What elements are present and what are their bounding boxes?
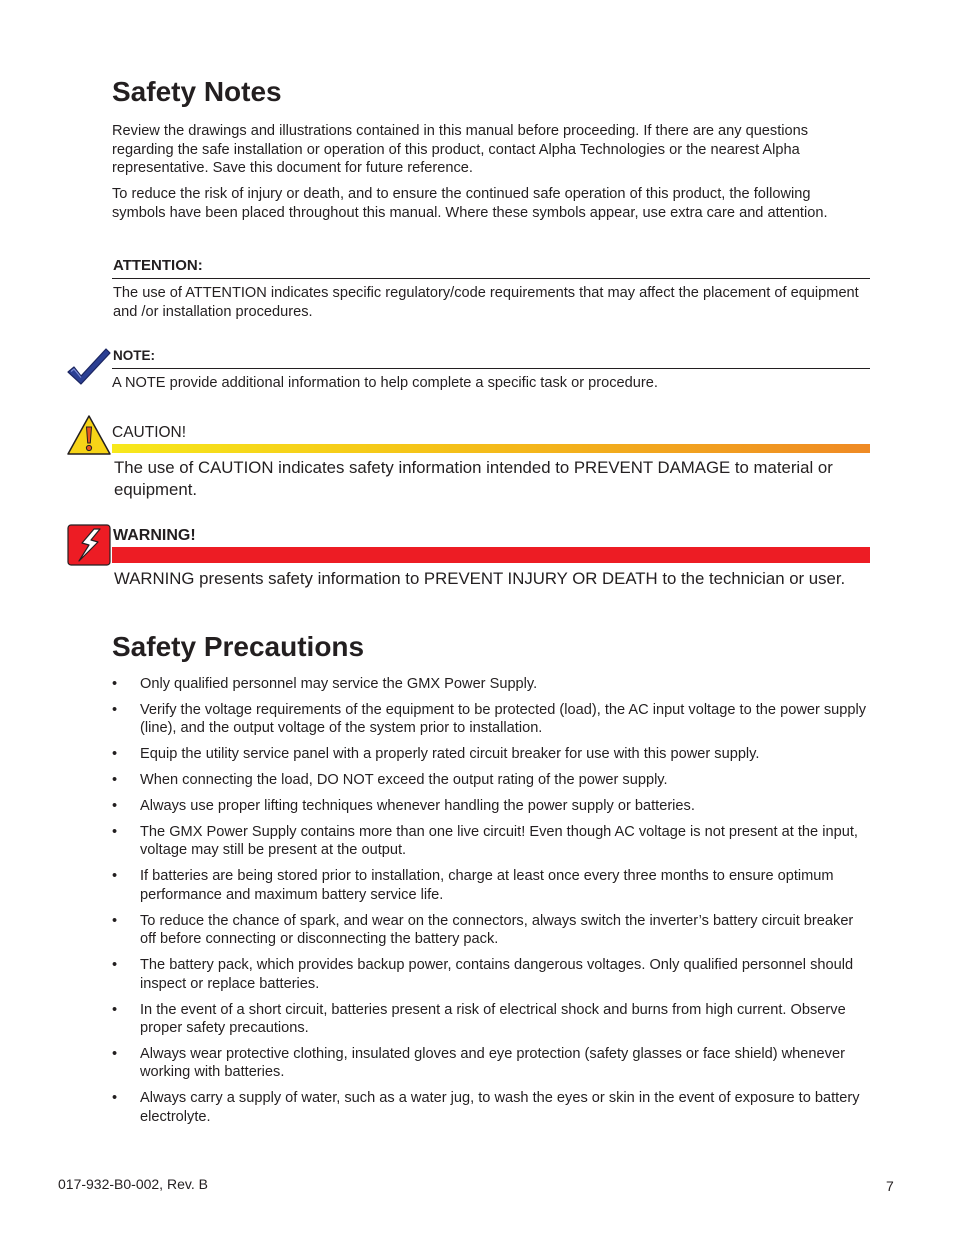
safety-precautions-list (112, 675, 872, 1134)
note-label: NOTE: (113, 348, 155, 363)
lightning-bolt-icon (67, 524, 111, 566)
list-item: • Verify the voltage requirements of the equipment to be protected (load), the AC input voltage to the power supply (line), and the output voltage of the system prior to installation. (112, 701, 867, 737)
warning-label: WARNING! (113, 527, 196, 544)
note-rule (112, 368, 870, 369)
note-text: A NOTE provide additional information to help complete a specific task or procedure. (112, 375, 658, 391)
footer-page-number: 7 (886, 1178, 894, 1194)
warning-bar (112, 547, 870, 563)
bullet-icon: • (112, 823, 118, 840)
list-item: • Equip the utility service panel with a properly rated circuit breaker for use with this power supply. (112, 746, 760, 763)
list-item: • In the event of a short circuit, batteries present a risk of electrical shock and burns from high current. Observe proper safety precautions. (112, 1001, 846, 1037)
bullet-icon: • (112, 701, 118, 718)
safety-precautions-title: Safety Precautions (112, 631, 365, 662)
list-item: • When connecting the load, DO NOT exceed the output rating of the power supply. (112, 772, 668, 789)
bullet-icon: • (112, 957, 118, 974)
exclamation-triangle-icon (66, 414, 112, 456)
list-item: • To reduce the chance of spark, and wear on the connectors, always switch the inverter’s battery circuit breaker off before connecting or disconnecting the battery pack. (112, 912, 854, 948)
caution-text: The use of CAUTION indicates safety information intended to PREVENT DAMAGE to material or equipment. (114, 458, 833, 499)
attention-text: The use of ATTENTION indicates specific regulatory/code requirements that may affect the placement of equipment and /or installation procedures. (113, 285, 859, 320)
bullet-icon: • (112, 868, 118, 885)
list-item: • The battery pack, which provides backup power, contains dangerous voltages. Only qualified personnel should inspect or replace batteries. (112, 957, 854, 992)
list-item: • Only qualified personnel may service the GMX Power Supply. (112, 676, 538, 692)
bullet-icon: • (112, 676, 118, 692)
bullet-icon: • (112, 1090, 118, 1107)
footer-doc-number: 017-932-B0-002, Rev. B (58, 1176, 208, 1192)
bullet-icon: • (112, 798, 118, 815)
checkmark-icon (66, 346, 112, 386)
caution-label: CAUTION! (112, 424, 187, 441)
safety-notes-symbols-intro: To reduce the risk of injury or death, and to ensure the continued safe operation of this product, the following symbols have been placed throughout this manual. Where these symbols appear, use extra care and attention. (112, 186, 828, 221)
bullet-icon: • (112, 1045, 118, 1062)
attention-label: ATTENTION: (113, 257, 203, 274)
bullet-icon: • (112, 746, 118, 763)
list-item: • If batteries are being stored prior to installation, charge at least once every three months to ensure optimum performance and maximum battery service life. (112, 868, 834, 903)
safety-notes-title: Safety Notes (112, 76, 282, 107)
list-item: • Always use proper lifting techniques whenever handling the power supply or batteries. (112, 798, 695, 815)
list-item: • Always carry a supply of water, such as a water jug, to wash the eyes or skin in the event of exposure to battery electrolyte. (112, 1090, 860, 1125)
attention-rule (112, 278, 870, 279)
list-item: • The GMX Power Supply contains more than one live circuit! Even though AC voltage is not present at the input, voltage may still be present at the output. (112, 823, 858, 859)
list-item: • Always wear protective clothing, insulated gloves and eye protection (safety glasses or face shield) whenever working with batteries. (112, 1045, 845, 1081)
safety-notes-intro: Review the drawings and illustrations contained in this manual before proceeding. If there are any questions regarding the safe installation or operation of this product, contact Alpha Technologies or the nearest Alpha representative. Save this document for future reference. (112, 123, 809, 176)
bullet-icon: • (112, 1001, 118, 1018)
bullet-icon: • (112, 912, 118, 929)
warning-text: WARNING presents safety information to PREVENT INJURY OR DEATH to the technician or user. (114, 569, 846, 588)
caution-bar (112, 444, 870, 453)
bullet-icon: • (112, 772, 118, 789)
